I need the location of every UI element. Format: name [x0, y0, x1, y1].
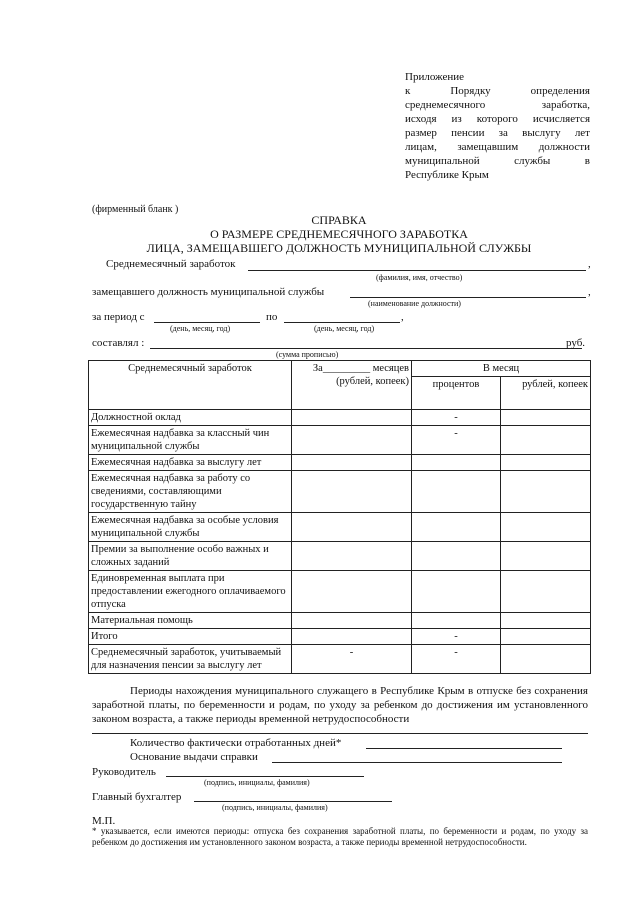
- days-label: Количество фактически отработанных дней*: [130, 737, 342, 749]
- row-label: Ежемесячная надбавка за особые условия муниципальной службы: [89, 513, 292, 542]
- comma: ,: [588, 258, 591, 270]
- row-label: Ежемесячная надбавка за выслугу лет: [89, 455, 292, 471]
- table-row: [89, 613, 591, 629]
- amount-unit: руб.: [566, 337, 586, 349]
- accountant-label: Главный бухгалтер: [92, 791, 182, 803]
- period-from-field[interactable]: [154, 322, 260, 323]
- head-label: Руководитель: [92, 766, 156, 778]
- cell-rubles[interactable]: [501, 613, 591, 629]
- table-row: [89, 426, 591, 455]
- comma: ,: [588, 286, 591, 298]
- table-row: [89, 471, 591, 513]
- appendix-line: муниципальной службы в: [405, 155, 590, 167]
- name-hint: (фамилия, имя, отчество): [376, 273, 463, 282]
- cell-months[interactable]: [292, 410, 412, 426]
- footnote-text: * указывается, если имеются периоды: отпуска без сохранения заработной платы, по беременности и родам, по уходу за ребенком до достижения им установленного законом возраста, а также периоды временной нетрудоспособности.: [92, 826, 588, 847]
- title-line-1: СПРАВКА: [311, 213, 367, 227]
- comma: ,: [401, 311, 404, 323]
- cell-rubles[interactable]: [501, 426, 591, 455]
- cell-months[interactable]: [292, 513, 412, 542]
- cell-rubles[interactable]: [501, 513, 591, 542]
- basis-field[interactable]: [272, 762, 562, 763]
- document-title: [88, 213, 590, 255]
- title-line-3: ЛИЦА, ЗАМЕЩАВШЕГО ДОЛЖНОСТЬ МУНИЦИПАЛЬНОЙ СЛУЖБЫ: [146, 241, 532, 255]
- head-signature-field[interactable]: [166, 776, 364, 777]
- header-earnings: Среднемесячный заработок: [89, 361, 292, 410]
- cell-months[interactable]: [292, 426, 412, 455]
- head-hint: (подпись, инициалы, фамилия): [204, 778, 310, 787]
- cell-rubles[interactable]: [501, 542, 591, 571]
- table-row: [89, 645, 591, 674]
- accountant-signature-field[interactable]: [194, 801, 392, 802]
- cell-rubles[interactable]: [501, 629, 591, 645]
- cell-percent[interactable]: [412, 613, 501, 629]
- cell-percent[interactable]: [412, 513, 501, 542]
- cell-percent[interactable]: [412, 471, 501, 513]
- letterhead-note: (фирменный бланк ): [92, 204, 179, 215]
- title-line-2: О РАЗМЕРЕ СРЕДНЕМЕСЯЧНОГО ЗАРАБОТКА: [210, 227, 468, 241]
- row-label: Среднемесячный заработок, учитываемый для назначения пенсии за выслугу лет: [89, 645, 292, 674]
- cell-rubles[interactable]: [501, 471, 591, 513]
- periods-text: Периоды нахождения муниципального служащего в Республике Крым в отпуске без сохранения заработной платы, по беременности и родам, по уходу за ребенком до достижения им установленного законом возраста, а также периоды временной нетрудоспособности: [92, 685, 588, 725]
- period-to-label: по: [266, 311, 278, 323]
- appendix-line: среднемесячного заработка,: [405, 99, 590, 111]
- table-row: [89, 542, 591, 571]
- appendix-line: Приложение: [405, 71, 465, 83]
- cell-months[interactable]: [292, 613, 412, 629]
- row-label: Ежемесячная надбавка за работу со сведениями, составляющими государственную тайну: [89, 471, 292, 513]
- period-label: за период с: [92, 311, 145, 323]
- cell-months[interactable]: [292, 471, 412, 513]
- cell-months[interactable]: [292, 455, 412, 471]
- periods-field[interactable]: [92, 733, 588, 734]
- cell-rubles[interactable]: [501, 410, 591, 426]
- cell-rubles[interactable]: [501, 571, 591, 613]
- header-percent: процентов: [412, 377, 501, 410]
- cell-percent[interactable]: [412, 455, 501, 471]
- cell-percent[interactable]: -: [412, 629, 501, 645]
- days-field[interactable]: [366, 748, 562, 749]
- cell-months[interactable]: [292, 571, 412, 613]
- accountant-hint: (подпись, инициалы, фамилия): [222, 803, 328, 812]
- cell-months[interactable]: [292, 629, 412, 645]
- footnote: [92, 826, 588, 848]
- cell-percent[interactable]: -: [412, 645, 501, 674]
- date-hint-to: (день, месяц, год): [314, 324, 375, 333]
- table-row: [89, 571, 591, 613]
- amount-field[interactable]: [150, 348, 582, 349]
- basis-label: Основание выдачи справки: [130, 751, 258, 763]
- amount-label: составлял :: [92, 337, 145, 349]
- position-label: замещавшего должность муниципальной службы: [92, 286, 325, 298]
- cell-percent[interactable]: [412, 542, 501, 571]
- header-rubles: рублей, копеек: [501, 377, 591, 410]
- cell-rubles[interactable]: [501, 455, 591, 471]
- position-hint: (наименование должности): [368, 299, 461, 308]
- cell-months[interactable]: [292, 542, 412, 571]
- avg-earnings-label: Среднемесячный заработок: [106, 258, 236, 270]
- date-hint-from: (день, месяц, год): [170, 324, 231, 333]
- row-label: Итого: [89, 629, 292, 645]
- appendix-line: Республике Крым: [405, 169, 489, 181]
- row-label: Премии за выполнение особо важных и сложных заданий: [89, 542, 292, 571]
- cell-percent[interactable]: -: [412, 426, 501, 455]
- cell-rubles[interactable]: [501, 645, 591, 674]
- header-per-month: В месяц: [412, 361, 591, 377]
- row-label: Ежемесячная надбавка за классный чин муниципальной службы: [89, 426, 292, 455]
- appendix-line: размер пенсии за выслугу лет: [405, 127, 590, 139]
- appendix-line: к Порядку определения: [405, 85, 590, 97]
- period-to-field[interactable]: [284, 322, 400, 323]
- appendix-block: [405, 70, 590, 182]
- row-label: Единовременная выплата при предоставлении ежегодного оплачиваемого отпуска: [89, 571, 292, 613]
- appendix-line: лицам, замещавшим должности: [405, 141, 590, 153]
- table-row: [89, 410, 591, 426]
- stamp-place: М.П.: [92, 815, 116, 827]
- table-row: [89, 513, 591, 542]
- position-field[interactable]: [350, 297, 586, 298]
- periods-paragraph: [92, 684, 588, 726]
- table-row: [89, 629, 591, 645]
- table-row: [89, 455, 591, 471]
- row-label: Должностной оклад: [89, 410, 292, 426]
- amount-hint: (сумма прописью): [276, 350, 339, 359]
- earnings-table: [88, 360, 591, 674]
- cell-percent[interactable]: -: [412, 410, 501, 426]
- header-months: За_________ месяцев (рублей, копеек): [292, 361, 412, 410]
- cell-months[interactable]: -: [292, 645, 412, 674]
- row-label: Материальная помощь: [89, 613, 292, 629]
- appendix-line: исходя из которого исчисляется: [405, 113, 590, 125]
- cell-percent[interactable]: [412, 571, 501, 613]
- name-field[interactable]: [248, 270, 586, 271]
